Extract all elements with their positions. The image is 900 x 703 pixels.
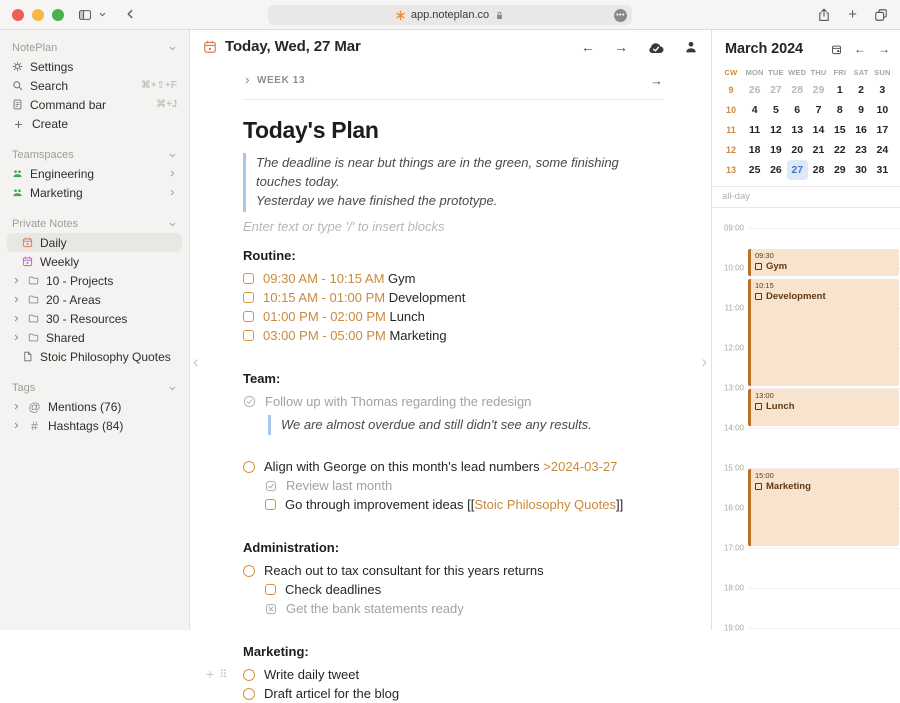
todo-circle-unchecked[interactable] <box>243 669 255 681</box>
task-label: Go through improvement ideas [[ <box>285 497 475 513</box>
task-row[interactable] <box>243 269 663 288</box>
calendar-day[interactable]: 16 <box>855 124 867 136</box>
calendar-day[interactable]: 15 <box>833 124 846 136</box>
todo-circle-unchecked[interactable] <box>243 688 255 700</box>
calendar-day[interactable]: 29 <box>833 164 846 176</box>
week-banner[interactable] <box>243 69 663 92</box>
calendar-day[interactable]: 26 <box>748 84 761 96</box>
task-row-cancelled[interactable] <box>265 599 663 618</box>
section-header-private-notes[interactable]: Private Notes <box>0 215 189 233</box>
timeline-hour-label: 17:00 <box>723 543 744 553</box>
task-time: 09:30 AM - 10:15 AM <box>263 270 385 286</box>
task-label: Marketing <box>389 327 447 343</box>
timeline-hour-label: 16:00 <box>723 503 744 513</box>
folder-icon <box>28 275 39 286</box>
calendar-week-number[interactable]: 9 <box>728 85 734 95</box>
wiki-link[interactable]: Stoic Philosophy Quotes <box>474 497 616 513</box>
task-row[interactable] <box>243 561 663 580</box>
share-icon[interactable] <box>817 8 831 22</box>
event-time: 10:15 <box>755 281 774 290</box>
calendar-day[interactable]: 30 <box>855 164 867 176</box>
section-heading-administration[interactable]: Administration: <box>243 540 340 556</box>
timeline-event-marketing[interactable] <box>748 469 899 546</box>
timeline-hour-label: 18:00 <box>723 583 744 593</box>
calendar-day[interactable]: 23 <box>855 144 867 156</box>
sidebar-item-engineering[interactable]: Engineering <box>0 164 189 183</box>
chevron-down-icon <box>168 220 177 229</box>
timeline-hour-label: 12:00 <box>723 343 744 353</box>
calendar-day[interactable]: 4 <box>751 104 758 116</box>
sync-cloud-icon[interactable] <box>647 40 665 54</box>
task-label: Development <box>388 289 466 305</box>
calendar-day[interactable]: 21 <box>812 144 825 156</box>
sidebar-item-weekly[interactable]: Weekly <box>0 252 189 271</box>
task-label: Check deadlines <box>285 582 382 598</box>
search-icon <box>12 80 23 91</box>
next-day-button[interactable]: → <box>614 38 628 55</box>
calendar-day[interactable]: 7 <box>815 104 822 116</box>
calendar-week-number[interactable]: 11 <box>726 125 736 135</box>
timeline-event-lunch[interactable] <box>748 389 899 426</box>
blockquote[interactable] <box>268 415 663 436</box>
weekday-header: SAT <box>853 68 869 77</box>
calendar-day[interactable]: 10 <box>876 104 889 116</box>
calendar-panel <box>711 30 900 633</box>
section-heading-routine[interactable]: Routine: <box>243 247 296 263</box>
task-label: Draft articel for the blog <box>264 686 400 702</box>
sidebar-item-label: Search <box>30 78 69 93</box>
task-row[interactable] <box>243 288 663 307</box>
note-icon <box>22 351 33 362</box>
folder-icon <box>28 313 39 324</box>
calendar-day[interactable]: 26 <box>770 164 782 176</box>
page-settings-icon[interactable]: ••• <box>614 9 627 22</box>
todo-done-icon[interactable] <box>243 395 256 408</box>
chevron-right-icon[interactable] <box>12 421 21 430</box>
calendar-day-selected[interactable]: 27 <box>787 160 808 180</box>
event-checkbox[interactable] <box>755 403 762 410</box>
calendar-day[interactable]: 31 <box>876 164 889 176</box>
calendar-day[interactable]: 28 <box>812 164 825 176</box>
task-row-done[interactable] <box>243 392 663 411</box>
event-checkbox[interactable] <box>755 263 762 270</box>
task-row[interactable] <box>243 326 663 345</box>
weekday-header: SUN <box>874 68 891 77</box>
shortcut-hint: ⌘+⇧+F <box>140 80 177 91</box>
zoom-window-button[interactable] <box>52 9 64 21</box>
event-checkbox[interactable] <box>755 293 762 300</box>
sidebar <box>0 30 190 630</box>
previous-day-button[interactable]: ← <box>581 38 595 55</box>
tab-overview-icon[interactable] <box>874 8 888 22</box>
teamspace-icon <box>12 187 23 198</box>
weekday-header: WED <box>788 68 807 77</box>
jump-to-today-icon[interactable] <box>831 44 842 55</box>
noteplan-logo-icon <box>395 10 406 21</box>
sidebar-item-command-bar[interactable] <box>0 95 189 114</box>
timeline-hour-line <box>749 428 900 429</box>
task-label: Get the bank statements ready <box>286 601 464 617</box>
checkbox-unchecked[interactable] <box>265 584 276 595</box>
checkbox-cancelled-icon[interactable] <box>265 603 277 615</box>
calendar-day[interactable]: 24 <box>876 144 889 156</box>
add-block-icon[interactable]: + <box>206 666 215 683</box>
section-header-tags[interactable]: Tags <box>0 379 189 397</box>
calendar-day[interactable]: 1 <box>836 84 843 96</box>
checkbox-unchecked[interactable] <box>265 499 276 510</box>
calendar-day[interactable]: 8 <box>836 104 843 116</box>
calendar-month-title: March 2024 <box>725 41 803 57</box>
plus-icon: + <box>14 115 23 132</box>
sidebar-item-resources[interactable]: 30 - Resources <box>0 309 189 328</box>
event-label: Marketing <box>766 481 811 493</box>
next-month-button[interactable]: → <box>878 42 890 56</box>
timeline-hour-label: 09:00 <box>723 223 744 233</box>
chevron-down-icon <box>168 44 177 53</box>
timeline-hour-label: 19:00 <box>723 623 744 633</box>
sidebar-item-settings[interactable] <box>0 57 189 76</box>
calendar-day[interactable]: 25 <box>748 164 761 176</box>
shortcut-hint: ⌘+J <box>156 99 177 110</box>
timeline-hour-label: 15:00 <box>723 463 744 473</box>
timeline-hour-line <box>749 628 900 629</box>
todo-circle-unchecked[interactable] <box>243 461 255 473</box>
calendar-day[interactable]: 19 <box>770 144 782 156</box>
account-icon[interactable] <box>684 40 698 54</box>
chevron-right-icon[interactable] <box>12 276 21 285</box>
task-label: Gym <box>388 270 416 286</box>
previous-month-button[interactable]: ← <box>854 42 866 56</box>
task-label: Review last month <box>286 478 393 494</box>
sidebar-toggle-icon[interactable] <box>78 8 92 22</box>
chevron-right-icon[interactable] <box>243 76 252 85</box>
event-label: Lunch <box>766 401 795 413</box>
sidebar-item-label: Command bar <box>30 97 107 112</box>
day-timeline[interactable] <box>712 208 900 633</box>
timeline-hour-line <box>749 588 900 589</box>
timeline-hour-line <box>749 228 900 229</box>
daily-calendar-icon <box>22 237 33 248</box>
task-row[interactable] <box>265 495 663 514</box>
chevron-right-icon <box>168 169 177 178</box>
quote-line: We are almost overdue and still didn't see any results. <box>281 416 592 432</box>
note-title[interactable]: Today's Plan <box>243 117 379 143</box>
section-heading-team[interactable]: Team: <box>243 370 281 386</box>
event-time: 15:00 <box>755 471 774 480</box>
calendar-day[interactable]: 3 <box>879 84 886 96</box>
chevron-down-icon <box>168 384 177 393</box>
new-tab-icon[interactable]: + <box>848 6 857 23</box>
sidebar-item-label: Settings <box>30 59 74 74</box>
window-controls <box>12 9 64 21</box>
timeline-hour-label: 14:00 <box>723 423 744 433</box>
timeline-hour-label: 10:00 <box>723 263 744 273</box>
weekday-header: TUE <box>768 68 784 77</box>
timeline-event-development[interactable] <box>748 279 899 386</box>
sidebar-item-daily[interactable]: Daily <box>7 233 182 252</box>
quote-line: Yesterday we have finished the prototype. <box>256 192 498 208</box>
sidebar-item-projects[interactable]: 10 - Projects <box>0 271 189 290</box>
task-label: Reach out to tax consultant for this years returns <box>264 563 544 579</box>
calendar-day[interactable]: 6 <box>794 104 801 116</box>
calendar-day[interactable]: 5 <box>773 104 779 116</box>
timeline-hour-line <box>749 548 900 549</box>
calendar-day[interactable]: 2 <box>858 84 864 96</box>
calendar-day[interactable]: 27 <box>770 84 782 96</box>
event-time: 13:00 <box>755 391 774 400</box>
calendar-day[interactable]: 28 <box>791 84 804 96</box>
note-date-title: Today, Wed, 27 Mar <box>225 38 361 55</box>
lock-icon <box>494 10 505 21</box>
hash-icon: # <box>31 418 38 433</box>
close-window-button[interactable] <box>12 9 24 21</box>
section-heading-marketing[interactable]: Marketing: <box>243 644 309 660</box>
sidebar-item-areas[interactable]: 20 - Areas <box>0 290 189 309</box>
blockquote[interactable] <box>243 153 663 212</box>
event-label: Gym <box>766 261 788 273</box>
timeline-hour-label: 13:00 <box>723 383 744 393</box>
folder-icon <box>28 332 39 343</box>
task-label: ]] <box>615 497 624 513</box>
browser-titlebar <box>0 0 900 30</box>
sidebar-item-marketing[interactable]: Marketing <box>0 183 189 202</box>
task-label: Write daily tweet <box>264 667 360 683</box>
event-label: Development <box>766 291 826 303</box>
back-icon[interactable] <box>123 7 137 21</box>
folder-icon <box>28 294 39 305</box>
section-header-teamspaces[interactable]: Teamspaces <box>0 146 189 164</box>
chevron-right-icon[interactable] <box>12 295 21 304</box>
task-time: 01:00 PM - 02:00 PM <box>263 308 386 324</box>
calendar-day[interactable]: 22 <box>833 144 846 156</box>
checkbox-unchecked[interactable] <box>243 292 254 303</box>
weekday-header: CW <box>724 68 738 77</box>
checkbox-unchecked[interactable] <box>243 311 254 322</box>
calendar-week-number[interactable]: 12 <box>725 145 736 155</box>
calendar-day[interactable]: 11 <box>749 124 761 136</box>
calendar-day[interactable]: 29 <box>812 84 825 96</box>
checkbox-unchecked[interactable] <box>243 273 254 284</box>
chevron-down-icon <box>168 151 177 160</box>
weekday-header: MON <box>745 68 764 77</box>
note-header <box>190 30 711 63</box>
event-checkbox[interactable] <box>755 483 762 490</box>
previous-page-chevron[interactable]: ‹ <box>193 352 199 371</box>
editor-placeholder[interactable]: Enter text or type '/' to insert blocks <box>243 218 445 234</box>
checkbox-checked-icon[interactable] <box>265 480 277 492</box>
task-label: Follow up with Thomas regarding the redesign <box>265 393 532 409</box>
sidebar-item-stoic-philosophy-quotes[interactable]: Stoic Philosophy Quotes <box>0 347 189 366</box>
sidebar-item-search[interactable] <box>0 76 189 95</box>
timeline-hour-label: 11:00 <box>724 303 744 313</box>
drag-handle-icon[interactable]: ⠿ <box>219 668 227 681</box>
task-label: Lunch <box>389 308 425 324</box>
chevron-right-icon[interactable] <box>12 402 21 411</box>
timeline-event-gym[interactable] <box>748 249 899 276</box>
todo-circle-unchecked[interactable] <box>243 565 255 577</box>
calendar-day[interactable]: 14 <box>812 124 825 136</box>
chevron-right-icon[interactable] <box>12 333 21 342</box>
calendar-day[interactable]: 13 <box>791 124 804 136</box>
task-row[interactable] <box>243 457 663 476</box>
calendar-day[interactable]: 18 <box>748 144 761 156</box>
chevron-right-icon[interactable] <box>12 314 21 323</box>
sidebar-item-shared[interactable]: Shared <box>0 328 189 347</box>
minimize-window-button[interactable] <box>32 9 44 21</box>
workspace-name: NotePlan <box>12 42 58 54</box>
sidebar-item-label: Create <box>32 116 69 131</box>
calendar-week-number[interactable]: 13 <box>725 165 736 175</box>
sidebar-item-create[interactable] <box>0 114 189 133</box>
sidebar-item-mentions[interactable]: @ Mentions (76) <box>0 397 189 416</box>
task-row[interactable] <box>265 580 663 599</box>
month-grid <box>712 63 900 180</box>
open-week-icon[interactable]: → <box>650 73 663 88</box>
checkbox-unchecked[interactable] <box>243 330 254 341</box>
all-day-row[interactable]: all-day <box>712 186 900 208</box>
task-label: Align with George on this month's lead numbers <box>264 459 540 475</box>
chevron-right-icon <box>168 188 177 197</box>
teamspace-icon <box>12 168 23 179</box>
weekly-calendar-icon <box>22 256 33 267</box>
at-icon: @ <box>28 399 41 414</box>
event-time: 09:30 <box>755 251 774 260</box>
calendar-day[interactable]: 17 <box>876 124 889 136</box>
workspace-switcher[interactable] <box>0 39 189 57</box>
divider <box>243 99 663 100</box>
week-label: WEEK 13 <box>257 75 306 86</box>
calendar-week-number[interactable]: 10 <box>725 105 736 115</box>
task-row-done[interactable] <box>265 476 663 495</box>
quote-line: The deadline is near but things are in the green, some finishing touches today. <box>256 155 619 189</box>
date-link[interactable]: >2024-03-27 <box>543 459 618 475</box>
task-time: 03:00 PM - 05:00 PM <box>263 327 386 343</box>
sidebar-item-hashtags[interactable]: # Hashtags (84) <box>0 416 189 435</box>
today-calendar-icon <box>203 40 217 54</box>
task-row[interactable] <box>206 665 663 684</box>
calendar-day[interactable]: 12 <box>770 124 782 136</box>
task-row[interactable] <box>243 684 663 703</box>
chevron-down-icon[interactable] <box>98 10 107 19</box>
command-bar-icon <box>12 99 23 110</box>
next-page-chevron[interactable]: › <box>701 352 707 371</box>
task-row[interactable] <box>243 307 663 326</box>
task-time: 10:15 AM - 01:00 PM <box>263 289 386 305</box>
note-editor <box>190 30 711 702</box>
weekday-header: FRI <box>833 68 847 77</box>
address-bar[interactable] <box>268 5 632 25</box>
weekday-header: THU <box>810 68 827 77</box>
gear-icon <box>12 61 23 72</box>
url-text: app.noteplan.co <box>410 9 490 21</box>
calendar-day[interactable]: 9 <box>858 104 864 116</box>
calendar-day[interactable]: 20 <box>791 144 804 156</box>
